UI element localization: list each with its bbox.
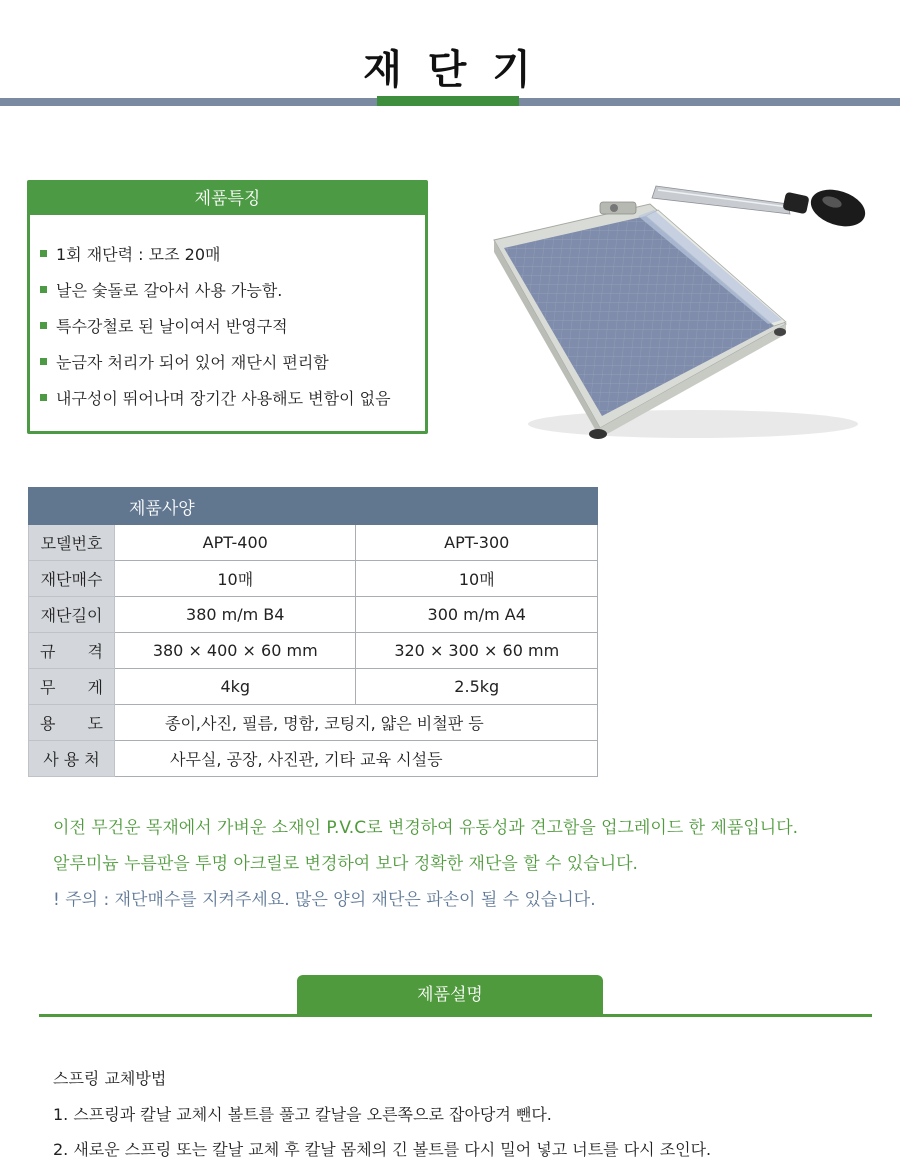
spec-label: 재단길이 — [29, 597, 115, 633]
spec-label: 용 도 — [29, 705, 115, 741]
note-upgrade: 이전 무건운 목재에서 가벼운 소재인 P.V.C로 변경하여 유동성과 견고함을 업그레이드 한 제품입니다. — [53, 818, 799, 838]
feature-text: 특수강철로 된 날이여서 반영구적 — [56, 316, 288, 336]
spec-label: 모델번호 — [29, 525, 115, 561]
spec-usage-value: 종이,사진, 필름, 명함, 코팅지, 얇은 비철판 등 — [115, 705, 598, 741]
spec-value-a: 10매 — [115, 561, 356, 597]
title-accent-bar — [377, 96, 519, 106]
spec-table — [28, 487, 598, 777]
spec-value-b: 2.5kg — [356, 669, 598, 705]
feature-box — [27, 180, 428, 434]
spec-value-a: APT-400 — [115, 525, 356, 561]
spec-value-a: 4kg — [115, 669, 356, 705]
spec-label: 규 격 — [29, 633, 115, 669]
section-heading: 제품설명 — [297, 975, 603, 1016]
feature-text: 날은 숯돌로 갈아서 사용 가능함. — [56, 280, 283, 300]
spec-value-b: 10매 — [356, 561, 598, 597]
description-step: 2. 새로운 스프링 또는 칼날 교체 후 칼날 몸체의 긴 볼트를 다시 밀어 넣고 너트를 다시 조인다. — [53, 1140, 712, 1159]
spec-label: 무 게 — [29, 669, 115, 705]
list-item — [40, 235, 425, 271]
spec-value-b: 320 × 300 × 60 mm — [356, 633, 598, 669]
spec-value-a: 380 × 400 × 60 mm — [115, 633, 356, 669]
spec-label: 사 용 처 — [29, 741, 115, 777]
note-caution: ! 주의 : 재단매수를 지켜주세요. 많은 양의 재단은 파손이 될 수 있습니다. — [53, 890, 596, 910]
table-row — [29, 669, 598, 705]
feature-list — [30, 215, 425, 415]
bullet-icon — [40, 358, 47, 365]
spec-value-b: APT-300 — [356, 525, 598, 561]
table-row — [29, 561, 598, 597]
spec-places-value: 사무실, 공장, 사진관, 기타 교육 시설등 — [115, 741, 598, 777]
page-title: 재 단 기 — [363, 47, 537, 93]
description-subtitle: 스프링 교체방법 — [53, 1069, 167, 1088]
feature-text: 1회 재단력 : 모조 20매 — [56, 244, 221, 264]
list-item — [40, 343, 425, 379]
bullet-icon — [40, 322, 47, 329]
feature-heading: 제품특징 — [30, 183, 425, 215]
bullet-icon — [40, 394, 47, 401]
spec-value-a: 380 m/m B4 — [115, 597, 356, 633]
paper-cutter-image — [488, 176, 878, 446]
note-acrylic: 알루미늄 누름판을 투명 아크릴로 변경하여 보다 정확한 재단을 할 수 있습니다. — [53, 854, 638, 874]
table-row — [29, 525, 598, 561]
table-row — [29, 633, 598, 669]
list-item — [40, 379, 425, 415]
feature-text: 눈금자 처리가 되어 있어 재단시 편리함 — [56, 352, 329, 372]
feature-text: 내구성이 뛰어나며 장기간 사용해도 변함이 없음 — [56, 388, 391, 408]
spec-heading: 제품사양 — [29, 488, 598, 525]
list-item — [40, 271, 425, 307]
table-row — [29, 741, 598, 777]
bullet-icon — [40, 250, 47, 257]
spec-value-b: 300 m/m A4 — [356, 597, 598, 633]
table-row — [29, 597, 598, 633]
table-row — [29, 705, 598, 741]
bullet-icon — [40, 286, 47, 293]
spec-label: 재단매수 — [29, 561, 115, 597]
list-item — [40, 307, 425, 343]
description-step: 1. 스프링과 칼날 교체시 볼트를 풀고 칼날을 오른쪽으로 잡아당겨 뺀다. — [53, 1105, 552, 1124]
